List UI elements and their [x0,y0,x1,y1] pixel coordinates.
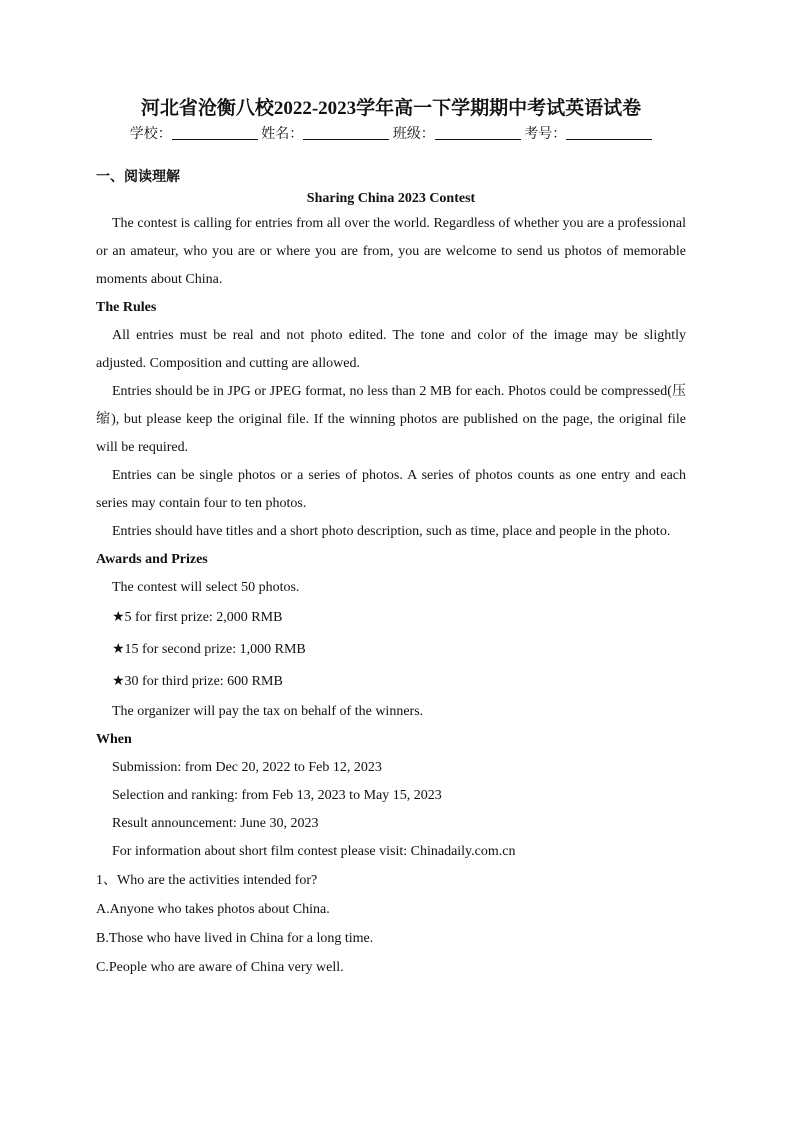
name-label: 姓名： [261,127,304,142]
class-label: 班级： [392,127,435,142]
schedule-item: Submission: from Dec 20, 2022 to Feb 12, 2023 [112,760,382,775]
awards-note: The organizer will pay the tax on behalf of the winners. [112,704,424,719]
prize-item: ★15 for second prize: 1,000 RMB [112,642,306,657]
schedule-item: Selection and ranking: from Feb 13, 2023 to May 15, 2023 [112,788,442,803]
awards-heading: Awards and Prizes [96,552,208,567]
answer-option-c: C.People who are aware of China very well. [96,960,344,975]
exam-title: 河北省沧衡八校2022-2023学年高一下学期期中考试英语试卷 [140,98,642,119]
awards-intro: The contest will select 50 photos. [112,580,300,595]
name-blank[interactable] [303,125,389,140]
rule-paragraph: All entries must be real and not photo edited. The tone and color of the image may be slightly adjusted. Composition and cutting are allowed. [96,328,686,371]
question-stem: 1、Who are the activities intended for? [96,873,318,888]
answer-option-b: B.Those who have lived in China for a long time. [96,931,374,946]
student-info-line [96,124,686,146]
answer-option-a: A.Anyone who takes photos about China. [96,902,330,917]
class-blank[interactable] [435,125,521,140]
prize-item: ★5 for first prize: 2,000 RMB [112,610,283,625]
school-label: 学校： [129,127,172,142]
passage-intro: The contest is calling for entries from all over the world. Regardless of whether you are a professional or an amateur, who you are or where you are from, you are welcome to send us photos of memorable moments about China. [96,216,686,287]
rule-paragraph: Entries can be single photos or a series of photos. A series of photos counts as one entry and each series may contain four to ten photos. [96,468,686,511]
rule-paragraph: Entries should have titles and a short photo description, such as time, place and people in the photo. [112,524,671,539]
school-blank[interactable] [172,125,258,140]
when-heading: When [96,732,132,747]
schedule-item: Result announcement: June 30, 2023 [112,816,319,831]
passage-title: Sharing China 2023 Contest [306,191,476,206]
exam-number-label: 考号： [524,127,567,142]
rules-heading: The Rules [96,300,157,315]
rule-paragraph: Entries should be in JPG or JPEG format, no less than 2 MB for each. Photos could be compressed(压缩), but please keep the original file. If the winning photos are published on the page, the original file will be required. [96,384,686,455]
schedule-item: For information about short film contest please visit: Chinadaily.com.cn [112,844,516,859]
exam-number-blank[interactable] [566,125,652,140]
section-heading: 一、阅读理解 [96,170,180,185]
prize-item: ★30 for third prize: 600 RMB [112,674,283,689]
exam-page [96,96,686,982]
